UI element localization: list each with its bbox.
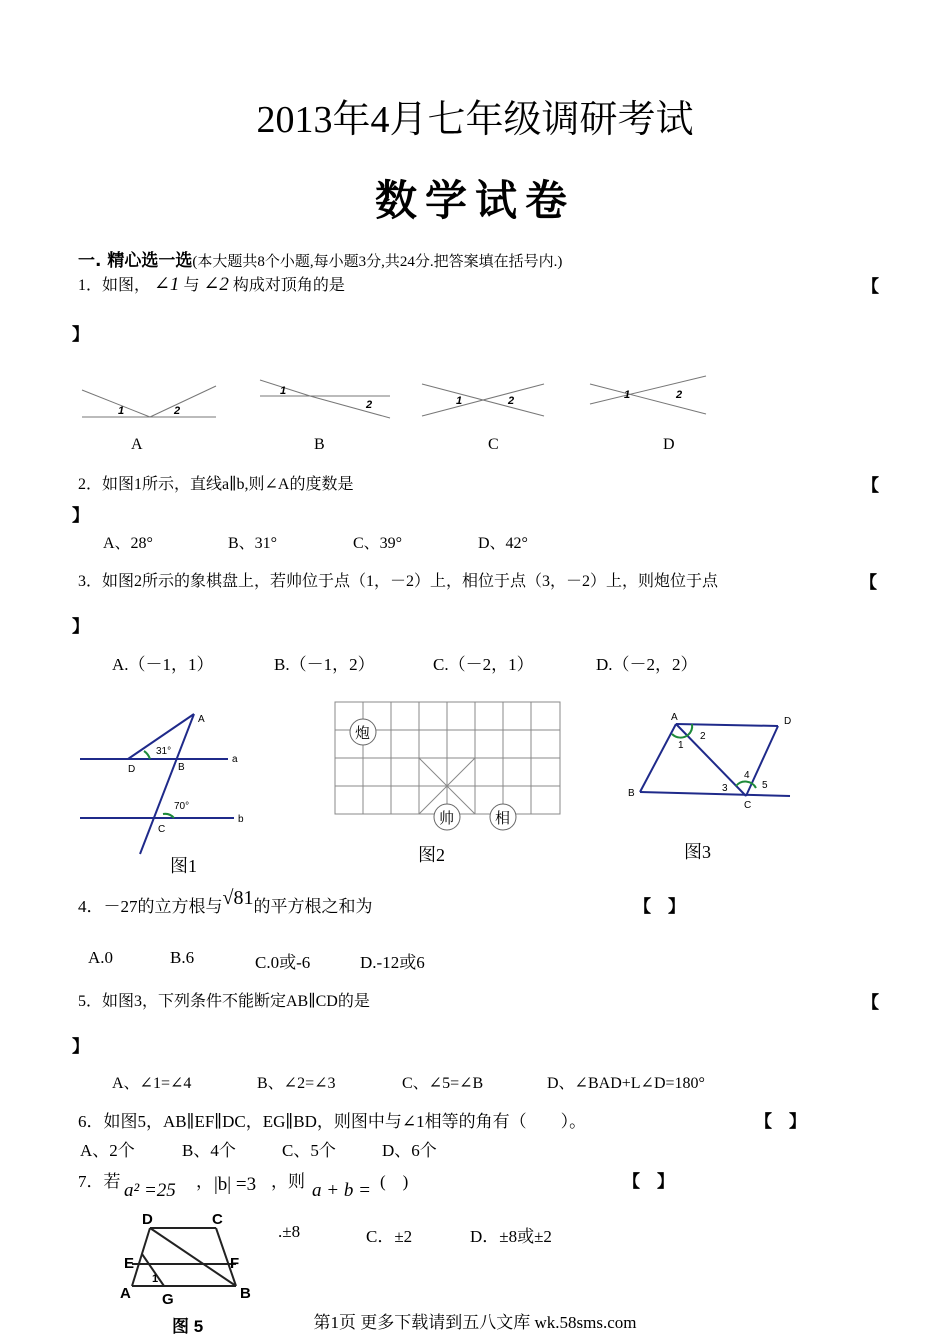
q1-a-num1: 1 — [118, 405, 125, 417]
q3-bracket-open: 【 — [860, 573, 877, 592]
q1-b-num2: 2 — [366, 399, 373, 411]
q7-expression: a + b = — [312, 1180, 371, 1201]
fig3-angle-1: 1 — [678, 740, 684, 751]
q2-option-a: A、28° — [103, 535, 153, 552]
q7-option-b: .±8 — [278, 1222, 301, 1241]
q6-brackets: 【 】 — [755, 1112, 806, 1131]
question-6: 6．如图5，AB∥EF∥DC，EG∥BD，则图中与∠1相等的角有（ ）。 — [78, 1112, 587, 1131]
question-3: 3．如图2所示的象棋盘上，若帅位于点（1，－2）上，相位于点（3，－2）上，则炮位于点 — [78, 573, 719, 590]
section-title: 一. 精心选一选 — [78, 251, 193, 271]
q6-option-c: C、5个 — [282, 1141, 336, 1160]
q2-option-c: C、39° — [353, 535, 403, 552]
fig1-angle-70: 70° — [174, 801, 190, 812]
fig5-label-f: F — [230, 1255, 240, 1272]
q1-label-d: D — [663, 436, 675, 453]
q1-diagram-b — [260, 380, 390, 418]
figure-3 — [622, 708, 802, 812]
fig3-label-c: C — [744, 800, 752, 811]
q4-option-a: A.0 — [88, 948, 114, 967]
q2-bracket-open: 【 — [862, 476, 879, 495]
q2-option-b: B、31° — [228, 535, 278, 552]
fig5-label-d: D — [142, 1211, 153, 1228]
q7-cond-b: |b| =3 — [214, 1174, 257, 1195]
figure-2 — [330, 700, 566, 836]
q7-brackets: 【 】 — [623, 1172, 674, 1191]
q1-c-num2: 2 — [508, 395, 515, 407]
fig3-angle-3: 3 — [722, 783, 728, 794]
fig5-angle-1: 1 — [152, 1273, 159, 1285]
q4-brackets: 【 】 — [634, 897, 685, 916]
exam-title: 2013年4月七年级调研考试 — [256, 99, 694, 141]
q2-bracket-close: 】 — [72, 506, 89, 525]
fig3-label-b: B — [628, 788, 635, 799]
fig5-label-a: A — [120, 1285, 131, 1302]
q5-option-a: A、∠1=∠4 — [112, 1075, 192, 1092]
fig1-label-d-point: D — [128, 764, 136, 775]
fig1-angle-31: 31° — [156, 746, 172, 757]
q1-diagram-d — [590, 376, 706, 414]
fig5-label-c: C — [212, 1211, 223, 1228]
q3-bracket-close: 】 — [72, 617, 89, 636]
fig2-piece-shuai: 帅 — [439, 810, 455, 827]
q5-bracket-close: 】 — [72, 1037, 89, 1056]
fig2-piece-pao: 炮 — [355, 725, 371, 742]
q1-diagram-c — [422, 384, 544, 416]
fig1-caption: 图1 — [170, 856, 197, 876]
q4-suffix: 的平方根之和为 — [253, 897, 373, 916]
q5-bracket-open: 【 — [862, 993, 879, 1012]
q7-option-d: D．±8或±2 — [470, 1227, 552, 1246]
q4-prefix: 4．－27的立方根与 — [78, 897, 223, 916]
q4-radical: √81 — [222, 887, 254, 909]
q5-option-d: D、∠BAD+L∠D=180° — [547, 1075, 705, 1092]
q7-cond-a: a² =25 — [124, 1180, 176, 1201]
question-1 — [78, 272, 345, 296]
fig1-label-c-point: C — [158, 824, 166, 835]
fig2-caption: 图2 — [418, 845, 445, 865]
q7-paren: ( ) — [380, 1172, 409, 1191]
question-2: 2．如图1所示，直线a∥b,则∠A的度数是 — [78, 476, 354, 493]
q1-c-num1: 1 — [456, 395, 463, 407]
q5-option-b: B、∠2=∠3 — [257, 1075, 336, 1092]
q1-bracket-close: 】 — [72, 325, 89, 344]
q1-suffix: 构成对顶角的是 — [232, 277, 345, 294]
fig1-label-b-point: B — [178, 762, 185, 773]
q1-angle1: ∠1 — [154, 274, 180, 295]
q4-option-d: D.-12或6 — [360, 953, 425, 972]
q3-option-b: B.（－1，2） — [274, 655, 375, 674]
page-footer: 第1页 更多下载请到五八文库 wk.58sms.com — [313, 1313, 637, 1332]
q1-bracket-open: 【 — [862, 277, 879, 296]
q7-then: ，则 — [271, 1172, 305, 1191]
question-5: 5．如图3，下列条件不能断定AB∥CD的是 — [78, 993, 370, 1010]
fig3-angle-5: 5 — [762, 780, 768, 791]
q1-diagrams — [70, 368, 730, 430]
fig5-caption: 图 5 — [172, 1317, 204, 1336]
q1-label-a: A — [131, 436, 143, 453]
q1-b-num1: 1 — [280, 385, 287, 397]
q6-option-d: D、6个 — [382, 1141, 437, 1160]
section-heading — [78, 246, 562, 271]
q7-option-c: C．±2 — [366, 1227, 413, 1246]
q7-comma: ， — [196, 1172, 213, 1191]
fig3-caption: 图3 — [684, 842, 711, 862]
q6-option-b: B、4个 — [182, 1141, 236, 1160]
fig3-angle-4: 4 — [744, 770, 750, 781]
q1-label-c: C — [488, 436, 499, 453]
q1-diagram-a — [82, 386, 216, 417]
fig1-label-line-b: b — [238, 814, 244, 825]
q3-option-c: C.（－2，1） — [433, 655, 534, 674]
paper-title: 数学试卷 — [374, 176, 575, 225]
q1-a-num2: 2 — [174, 405, 181, 417]
q3-option-d: D.（－2，2） — [596, 655, 698, 674]
fig3-angle-2: 2 — [700, 731, 706, 742]
q4-option-b: B.6 — [170, 948, 195, 967]
q1-prefix: 1．如图， — [78, 277, 151, 294]
q1-mid: 与 — [183, 277, 200, 294]
q2-option-d: D、42° — [478, 535, 528, 552]
q1-d-num1: 1 — [624, 389, 631, 401]
q7-prefix: 7．若 — [78, 1172, 121, 1191]
fig5-label-b: B — [240, 1285, 251, 1302]
q5-option-c: C、∠5=∠B — [402, 1075, 484, 1092]
fig3-label-a: A — [671, 712, 678, 723]
q3-option-a: A.（－1，1） — [112, 655, 214, 674]
q6-option-a: A、2个 — [80, 1141, 135, 1160]
q1-angle2: ∠2 — [203, 274, 229, 295]
fig5-label-g: G — [162, 1291, 174, 1308]
fig1-label-a-point: A — [198, 714, 205, 725]
section-note: (本大题共8个小题,每小题3分,共24分.把答案填在括号内.) — [192, 254, 563, 270]
figure-1 — [78, 708, 258, 858]
q1-label-b: B — [314, 436, 325, 453]
q1-d-num2: 2 — [676, 389, 683, 401]
question-4 — [78, 887, 373, 918]
fig2-piece-xiang: 相 — [495, 810, 511, 827]
fig3-label-d: D — [784, 716, 792, 727]
fig5-label-e: E — [124, 1255, 135, 1272]
q4-option-c: C.0或-6 — [255, 953, 311, 972]
fig1-label-line-a: a — [232, 754, 238, 765]
